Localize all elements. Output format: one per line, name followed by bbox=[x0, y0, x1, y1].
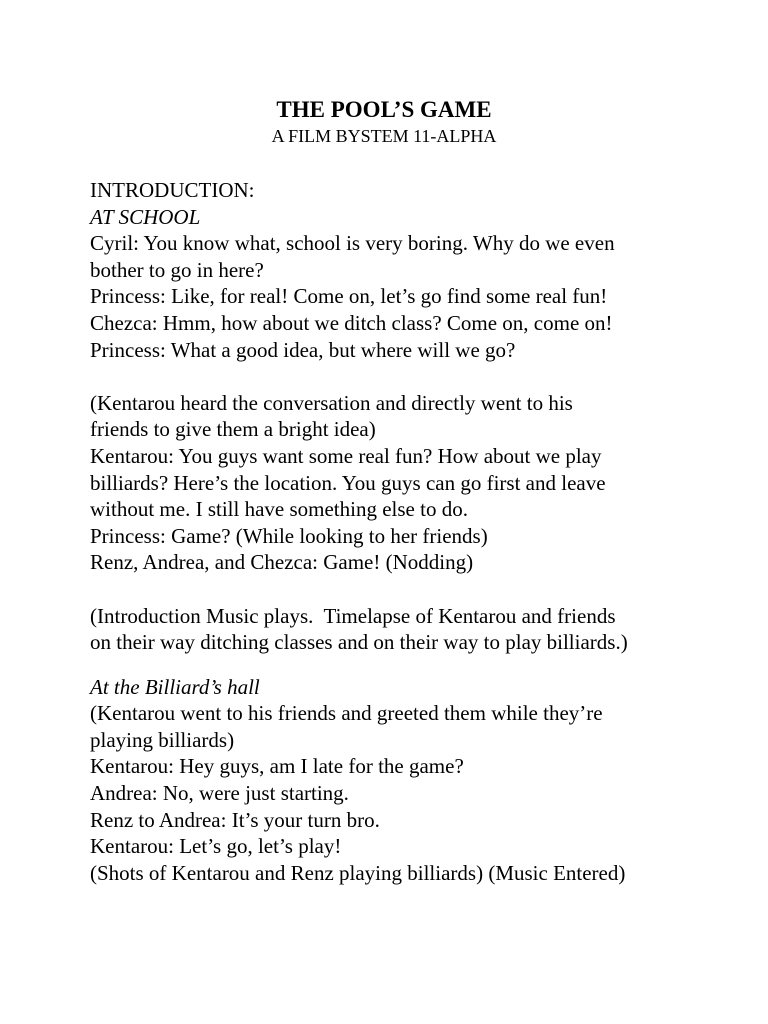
script-body bbox=[90, 177, 690, 886]
script-line: (Kentarou heard the conversation and directly went to his bbox=[90, 390, 573, 415]
script-line: (Shots of Kentarou and Renz playing billiards) (Music Entered) bbox=[90, 860, 626, 885]
document-title: THE POOL’S GAME bbox=[276, 97, 492, 122]
script-line: Andrea: No, were just starting. bbox=[90, 781, 349, 806]
script-line: on their way ditching classes and on their way to play billiards.) bbox=[90, 630, 628, 655]
script-line: playing billiards) bbox=[90, 727, 235, 752]
script-line: Renz, Andrea, and Chezca: Game! (Nodding) bbox=[90, 550, 474, 575]
script-line: without me. I still have something else to do. bbox=[90, 497, 468, 522]
script-line: Kentarou: Let’s go, let’s play! bbox=[90, 834, 342, 859]
blank-line bbox=[90, 576, 690, 603]
script-line: (Kentarou went to his friends and greeted them while they’re bbox=[90, 701, 603, 726]
blank-line bbox=[90, 363, 690, 390]
script-line: Kentarou: You guys want some real fun? How about we play bbox=[90, 443, 602, 468]
scene-heading: AT SCHOOL bbox=[90, 204, 201, 229]
script-line: Cyril: You know what, school is very boring. Why do we even bbox=[90, 231, 615, 256]
script-line: bother to go in here? bbox=[90, 257, 264, 282]
scene-heading: At the Billiard’s hall bbox=[90, 674, 260, 699]
document-subtitle: A FILM BYSTEM 11-ALPHA bbox=[271, 126, 497, 146]
script-line: billiards? Here’s the location. You guys can go first and leave bbox=[90, 470, 606, 495]
script-line: Chezca: Hmm, how about we ditch class? Come on, come on! bbox=[90, 310, 613, 335]
script-line: Renz to Andrea: It’s your turn bro. bbox=[90, 807, 380, 832]
script-line: Princess: Game? (While looking to her friends) bbox=[90, 523, 488, 548]
section-heading: INTRODUCTION: bbox=[90, 178, 255, 202]
script-line: friends to give them a bright idea) bbox=[90, 417, 376, 442]
blank-line bbox=[90, 656, 690, 674]
script-line: Kentarou: Hey guys, am I late for the game? bbox=[90, 754, 464, 779]
script-line: Princess: What a good idea, but where will we go? bbox=[90, 337, 516, 362]
script-line: Princess: Like, for real! Come on, let’s go find some real fun! bbox=[90, 284, 608, 309]
script-line: (Introduction Music plays. Timelapse of Kentarou and friends bbox=[90, 603, 616, 628]
